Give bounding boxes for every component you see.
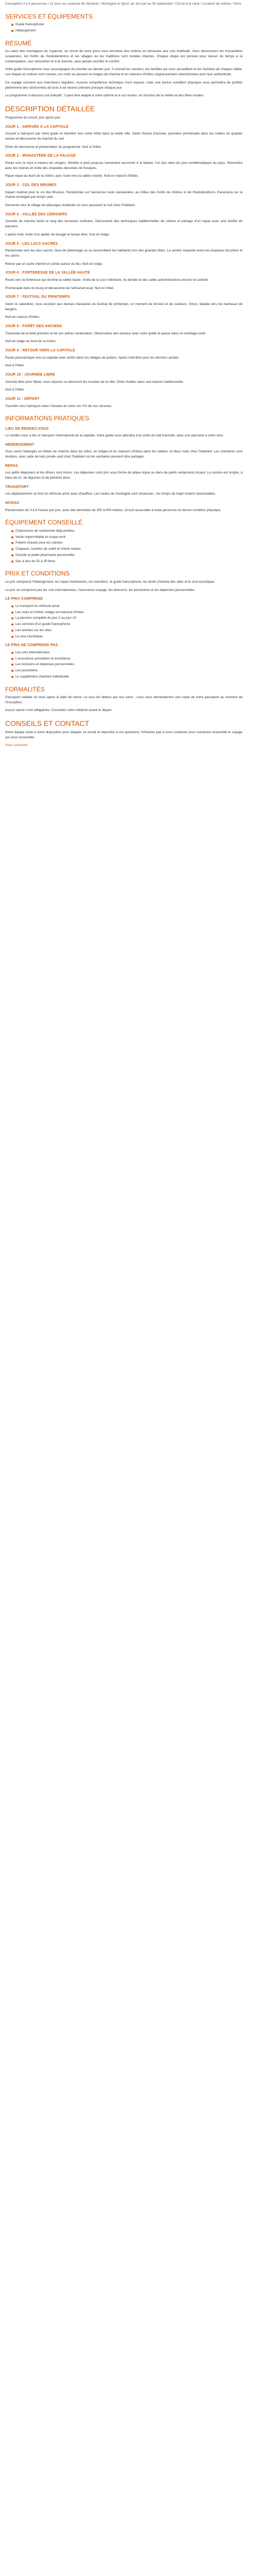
- list-item-text: La pension complète du jour 2 au jour 10: [15, 616, 76, 620]
- paragraph: Le rendez-vous a lieu à l'aéroport international de la capitale. Votre guide vous attendra à la sortie du hall d'arrivée, avec une pancarte à votre nom.: [5, 434, 224, 438]
- paragraph: Descente vers le village de pâturages d'altitude où vous passerez la nuit chez l'habitant.: [5, 204, 136, 208]
- list-item: [11, 616, 243, 621]
- bullet-icon: [11, 676, 13, 678]
- price-excludes-title: LE PRIX NE COMPREND PAS: [5, 643, 58, 648]
- paragraph: Nuit à l'hôtel.: [5, 388, 25, 392]
- list-item-text: Le supplément chambre individuelle: [15, 674, 69, 679]
- paragraph: Le prix ne comprend pas les vols internationaux, l'assurance voyage, les boissons, les pourboires et les dépenses personnelles.: [5, 588, 196, 592]
- paragraph: Pique-nique au bord de la rivière, puis route vers la vallée voisine. Nuit en maison d'hôtes.: [5, 174, 139, 178]
- day-title: JOUR 5 : LES LACS SACRÉS: [5, 242, 58, 246]
- day-title: JOUR 8 : FORÊT DES ANCIENS: [5, 325, 62, 329]
- days-intro: Programme du circuit, jour après jour.: [5, 115, 61, 120]
- paragraph: Les déplacements se font en véhicule privé avec chauffeur. Les routes de montagne sont sinueuses ; les temps de trajet restent raisonnables.: [5, 492, 216, 496]
- paragraph: Au cœur des montagnes du royaume, ce circuit de onze jours vous emmène des rizières en terrasses aux cols d'altitude. Vous découvrirez les monastères suspendus, les forêts de rhododendrons et les villages où les traditions sont restées intactes. Chaque étape est pensée pour laisser du temps à la contemplation, aux rencontres et à la marche, sans jamais sacrifier le confort.: [5, 49, 243, 63]
- resume-title: RÉSUMÉ: [5, 39, 32, 47]
- bullet-icon: [11, 30, 13, 32]
- list-item-text: Les services d'un guide francophone: [15, 622, 70, 626]
- list-item-text: Chaussures de randonnée déjà portées: [15, 529, 75, 533]
- paragraph: Transfert vers l'aéroport selon l'horaire de votre vol. Fin de nos services.: [5, 404, 112, 408]
- practical-block-title: TRANSPORT: [5, 485, 29, 489]
- paragraph: Le prix comprend l'hébergement, les repas mentionnés, les transferts, le guide francophone, les droits d'entrée des sites et le visa touristique.: [5, 580, 215, 584]
- paragraph: Dîner de bienvenue et présentation du programme. Nuit à l'hôtel.: [5, 145, 102, 149]
- list-item: [11, 610, 243, 615]
- bullet-icon: [11, 636, 13, 638]
- bullet-icon: [11, 536, 13, 538]
- resume-body: [5, 49, 243, 98]
- bullet-icon: [11, 630, 13, 632]
- bullet-icon: [11, 670, 13, 672]
- bullet-icon: [11, 542, 13, 544]
- list-item-text: Gourde et petite pharmacie personnelle: [15, 553, 75, 557]
- practical-block-title: LIEU DE RENDEZ-VOUS: [5, 427, 49, 431]
- practical-body: [5, 427, 243, 513]
- list-item-text: Veste imperméable et coupe-vent: [15, 535, 66, 539]
- list-item: [11, 634, 243, 639]
- practical-block-title: HÉBERGEMENT: [5, 443, 35, 447]
- days-body: [5, 125, 243, 409]
- paragraph: Traversée de la forêt primaire et de ses arbres centenaires. Observation des oiseaux avec votre guide et pause dans un ermitage isolé.: [5, 331, 206, 335]
- price-includes-title: LE PRIX COMPREND: [5, 597, 43, 601]
- list-item: [11, 553, 243, 558]
- day-title: JOUR 1 : ARRIVÉE À LA CAPITALE: [5, 125, 69, 129]
- list-item: [11, 628, 243, 633]
- paragraph: Le programme ci-dessous est indicatif : il peut être adapté à votre rythme et à vos envies, en fonction de la météo et des fêtes locales.: [5, 94, 204, 98]
- list-item-text: Les entrées sur les sites: [15, 628, 52, 632]
- list-item: [11, 656, 243, 662]
- paragraph: Les petits déjeuners et les dîners sont inclus. Les déjeuners sont pris sous forme de pique-nique ou dans de petits restaurants locaux. La cuisine est simple, à base de riz, de légumes et de piments doux.: [5, 471, 243, 480]
- services-title: SERVICES ET ÉQUIPEMENTS: [5, 12, 93, 20]
- paragraph: Randonnée vers les lacs sacrés, lieux de pèlerinage où se rassemblent les habitants lors des grandes fêtes. Le sentier serpente entre les drapeaux de prière et les cairns.: [5, 249, 243, 258]
- paragraph: Route vers le nord à travers les vergers. Montée à pied jusqu'au monastère accroché à la falaise, l'un des sites les plus emblématiques du pays. Rencontre avec les moines et visite des chapelles décorées de fresques.: [5, 161, 243, 170]
- paragraph: Notre équipe reste à votre disposition pour adapter ce circuit et répondre à vos questions. N'hésitez pas à nous contacter pour construire ensemble le voyage qui vous ressemble.: [5, 730, 243, 739]
- paragraph: Accueil à l'aéroport par votre guide et transfert vers votre hôtel dans la vieille ville. Selon l'heure d'arrivée, première promenade dans les ruelles du quartier ancien et découverte du marché du soir.: [5, 132, 243, 141]
- list-item-text: Les nuits en hôtels, lodges et maisons d'hôtes: [15, 610, 84, 614]
- list-item: [11, 559, 243, 564]
- paragraph: L'après-midi, visite d'un atelier de tissage et temps libre. Nuit en lodge.: [5, 232, 110, 236]
- paragraph: Journée libre pour flâner, vous reposer ou découvrir les musées de la ville. Dîner d'adieu dans une maison traditionnelle.: [5, 380, 184, 384]
- list-item-text: Le visa touristique: [15, 634, 43, 638]
- contact-link[interactable]: Nous contacter: [5, 743, 28, 748]
- bullet-icon: [11, 617, 13, 619]
- day-title: JOUR 10 : JOURNÉE LIBRE: [5, 373, 55, 377]
- practical-block-title: REPAS: [5, 464, 18, 468]
- day-title: JOUR 7 : FESTIVAL DU PRINTEMPS: [5, 295, 70, 299]
- services-list: [5, 22, 243, 33]
- paragraph: Nuit en lodge au bord de la rivière.: [5, 340, 57, 344]
- list-item: [11, 674, 243, 680]
- paragraph: Route vers la forteresse qui domine la vallée haute. Visite de la cour intérieure, du temple et des salles administratives encore en activité.: [5, 278, 209, 282]
- bullet-icon: [11, 652, 13, 654]
- price-title: PRIX ET CONDITIONS: [5, 570, 70, 578]
- excludes-list: [5, 650, 243, 680]
- bullet-icon: [11, 664, 13, 666]
- day-title: JOUR 4 : VALLÉE DES CERISIERS: [5, 212, 68, 216]
- paragraph: Route panoramique vers la capitale avec arrêts dans les villages de potiers. Après-midi libre pour les derniers achats.: [5, 355, 180, 360]
- paragraph: Journée de marche facile le long des terrasses cultivées. Découverte des techniques traditionnelles de culture et partage d'un repas avec une famille de paysans.: [5, 219, 243, 229]
- list-item-text: Polaire chaude pour les soirées: [15, 541, 63, 545]
- closing-title: CONSEILS ET CONTACT: [5, 719, 89, 728]
- intro-text: Conception 2 à 6 personnes / 11 jours au royaume de Sylvanie / Montagne et Sport, du 1er juin au 30 septembre / Circuit à la carte / Location de voiture / Terre: [5, 2, 241, 6]
- bullet-icon: [11, 530, 13, 532]
- list-item: [11, 668, 243, 673]
- paragraph: Aucun vaccin n'est obligatoire. Consultez votre médecin avant le départ.: [5, 708, 112, 713]
- paragraph: Nuit à l'hôtel.: [5, 364, 25, 368]
- list-item-text: Chapeau, lunettes de soleil et crème solaire: [15, 547, 81, 551]
- list-item: [11, 540, 243, 546]
- formalities-title: FORMALITÉS: [5, 685, 45, 693]
- list-item: [11, 547, 243, 552]
- list-item: [11, 604, 243, 609]
- paragraph: Départ matinal pour le col des Brumes. Randonnée sur l'ancienne route caravanière, au milieu des forêts de chênes et de rhododendrons. Panorama sur la chaîne enneigée par temps clair.: [5, 190, 243, 199]
- bullet-icon: [11, 612, 13, 614]
- bullet-icon: [11, 561, 13, 563]
- practical-block-title: NIVEAU: [5, 501, 20, 505]
- list-item-text: Sac à dos de 25 à 30 litres: [15, 559, 55, 563]
- list-item-text: Les vols internationaux: [15, 650, 50, 654]
- paragraph: Randonnées de 3 à 6 heures par jour, avec des dénivelés de 300 à 800 mètres. Circuit accessible à toute personne en bonne condition physique.: [5, 508, 221, 512]
- day-title: JOUR 3 : COL DES BRUMES: [5, 183, 57, 188]
- paragraph: Vous serez hébergés en hôtels de charme dans les villes, en lodges et en maisons d'hôtes dans les vallées, et deux nuits chez l'habitant. Les chambres sont doubles, avec salle de bain privée sauf chez l'habitant où les sanitaires peuvent être partagés.: [5, 450, 243, 459]
- day-title: JOUR 11 : DÉPART: [5, 397, 40, 401]
- paragraph: Retour par un autre chemin et soirée autour du feu. Nuit en lodge.: [5, 262, 103, 266]
- day-title: JOUR 9 : RETOUR VERS LA CAPITALE: [5, 349, 75, 353]
- day-title: JOUR 6 : FORTERESSE DE LA VALLÉE HAUTE: [5, 271, 90, 275]
- list-item: [11, 650, 243, 655]
- paragraph: Selon le calendrier, vous assistez aux danses masquées du festival de printemps, un moment de ferveur et de couleurs. Sinon, balade vers les hameaux de bergers.: [5, 302, 243, 311]
- bullet-icon: [11, 658, 13, 660]
- price-body: [5, 580, 243, 593]
- page: [0, 0, 248, 757]
- list-item: [11, 28, 243, 33]
- list-item: [11, 622, 243, 627]
- days-title: DESCRIPTION DÉTAILLÉE: [5, 105, 95, 113]
- day-title: JOUR 2 : MONASTÈRE DE LA FALAISE: [5, 154, 76, 158]
- list-item-text: Hébergement: [15, 28, 36, 32]
- equipment-title: ÉQUIPEMENT CONSEILLÉ: [5, 519, 83, 527]
- bullet-icon: [11, 605, 13, 607]
- paragraph: Passeport valable six mois après la date de retour. Le visa est obtenu par nos soins ; nous vous demanderons une copie de votre passeport au moment de l'inscription.: [5, 695, 243, 704]
- closing-body: [5, 730, 243, 740]
- paragraph: Nuit en maison d'hôtes.: [5, 315, 40, 319]
- list-item-text: Le transport en véhicule privé: [15, 604, 60, 608]
- equipment-list: [5, 529, 243, 564]
- practical-title: INFORMATIONS PRATIQUES: [5, 415, 89, 422]
- list-item-text: Les pourboires: [15, 669, 38, 672]
- list-item-text: L'assurance annulation et assistance: [15, 656, 71, 660]
- includes-list: [5, 604, 243, 639]
- bullet-icon: [11, 24, 13, 26]
- list-item: [11, 535, 243, 540]
- paragraph: Ce voyage convient aux marcheurs réguliers. Aucune compétence technique n'est requise, mais une bonne condition physique vous permettra de profiter pleinement des randonnées de trois à six heures prévues presque chaque jour.: [5, 80, 243, 90]
- list-item: [11, 662, 243, 667]
- list-item: [11, 22, 243, 27]
- formalities-body: [5, 695, 243, 713]
- list-item: [11, 529, 243, 534]
- list-item-text: Guide francophone: [15, 23, 44, 27]
- paragraph: Votre guide francophone vous accompagne du premier au dernier jour. Il connaît les sentiers, les familles qui vous accueillent et les histoires de chaque vallée. Les étapes en voiture sont courtes, les nuits se passent en lodges de charme et en maisons d'hôtes soigneusement sélectionnées pour leur authenticité.: [5, 67, 243, 77]
- bullet-icon: [11, 554, 13, 556]
- bullet-icon: [11, 623, 13, 625]
- paragraph: Promenade dans le bourg et découverte de l'artisanat local. Nuit en hôtel.: [5, 286, 115, 290]
- list-item-text: Les boissons et dépenses personnelles: [15, 663, 74, 667]
- bullet-icon: [11, 548, 13, 550]
